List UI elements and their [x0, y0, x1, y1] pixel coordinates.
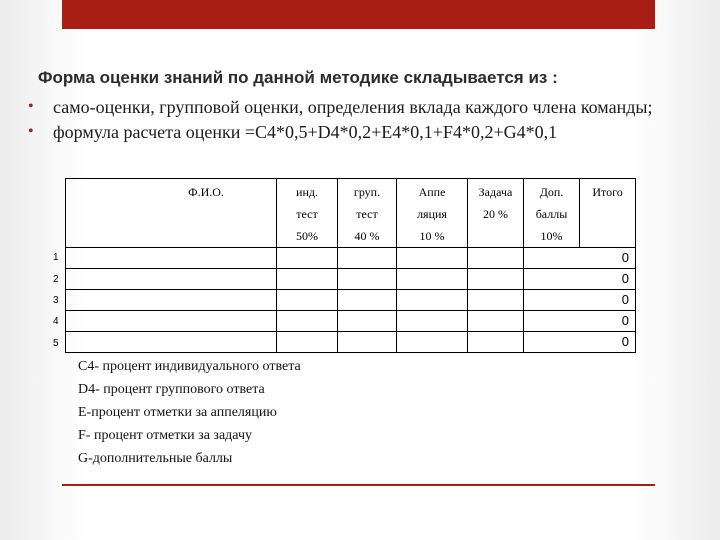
- row-number: 1: [53, 252, 59, 263]
- cell-total: 0: [524, 311, 636, 332]
- row-number: 2: [53, 274, 59, 285]
- cell-fio[interactable]: [66, 269, 277, 290]
- bullet-text: формула расчета оценки =C4*0,5+D4*0,2+E4*0,1+F4*0,2+G4*0,1: [53, 122, 558, 142]
- header-label: груп.: [353, 185, 381, 199]
- cell-grp[interactable]: [338, 269, 397, 290]
- cell-ind[interactable]: [277, 248, 338, 269]
- header-label: тест: [356, 207, 378, 221]
- cell-app[interactable]: [397, 332, 468, 353]
- header-label: 50%: [296, 229, 318, 243]
- bullet-item: [28, 121, 678, 143]
- cell-total: 0: [524, 248, 636, 269]
- header-label: Итого: [592, 185, 623, 199]
- cell-fio[interactable]: [66, 248, 277, 269]
- cell-task[interactable]: [468, 332, 524, 353]
- cell-grp[interactable]: [338, 290, 397, 311]
- cell-task[interactable]: [468, 290, 524, 311]
- header-fio-label: Ф.И.О.: [188, 185, 224, 199]
- cell-ind[interactable]: [277, 269, 338, 290]
- cell-total: 0: [524, 332, 636, 353]
- grade-table: [65, 178, 636, 353]
- bullet-dot-icon: •: [28, 123, 34, 140]
- table-row: [66, 290, 636, 311]
- cell-total: 0: [524, 290, 636, 311]
- table-row: [66, 248, 636, 269]
- legend-line: D4- процент группового ответа: [78, 382, 265, 397]
- slide-heading: Форма оценки знаний по данной методике складывается из :: [38, 68, 558, 87]
- bullet-item: [28, 96, 678, 118]
- header-label: 10%: [540, 229, 563, 243]
- header-label: тест: [296, 207, 318, 221]
- header-label: Доп.: [539, 185, 564, 199]
- cell-fio[interactable]: [66, 290, 277, 311]
- cell-app[interactable]: [397, 311, 468, 332]
- table-row: [66, 311, 636, 332]
- cell-app[interactable]: [397, 269, 468, 290]
- cell-task[interactable]: [468, 269, 524, 290]
- cell-grp[interactable]: [338, 311, 397, 332]
- legend-line: C4- процент индивидуального ответа: [78, 359, 301, 374]
- cell-grp[interactable]: [338, 332, 397, 353]
- top-accent-bar: [62, 0, 655, 29]
- table-header-row: [66, 179, 636, 248]
- header-extra-points: [524, 179, 580, 248]
- legend-line: G-дополнительные баллы: [78, 451, 233, 466]
- header-task: [468, 179, 524, 248]
- cell-fio[interactable]: [66, 332, 277, 353]
- table-row: [66, 332, 636, 353]
- cell-task[interactable]: [468, 311, 524, 332]
- legend-line: E-процент отметки за аппеляцию: [78, 405, 277, 420]
- formula-legend: [78, 355, 301, 470]
- header-label: инд.: [296, 185, 318, 199]
- header-label: баллы: [535, 207, 568, 221]
- legend-line: F- процент отметки за задачу: [78, 428, 252, 443]
- header-label: Задача: [478, 185, 513, 199]
- row-number: 3: [53, 295, 59, 306]
- header-label: 20 %: [483, 207, 508, 221]
- cell-app[interactable]: [397, 290, 468, 311]
- header-appeal: [397, 179, 468, 248]
- cell-task[interactable]: [468, 248, 524, 269]
- row-number: 5: [53, 338, 59, 349]
- header-grp-test: [338, 179, 397, 248]
- bullet-list: [28, 96, 678, 146]
- header-label: 40 %: [354, 229, 380, 243]
- cell-ind[interactable]: [277, 290, 338, 311]
- cell-fio[interactable]: [66, 311, 277, 332]
- header-label: 10 %: [419, 229, 445, 243]
- header-label: ляция: [417, 207, 447, 221]
- bullet-text: само-оценки, групповой оценки, определения вклада каждого члена команды;: [53, 97, 653, 117]
- row-number: 4: [53, 316, 59, 327]
- cell-grp[interactable]: [338, 248, 397, 269]
- cell-app[interactable]: [397, 248, 468, 269]
- header-label: Аппе: [418, 185, 446, 199]
- cell-ind[interactable]: [277, 311, 338, 332]
- cell-ind[interactable]: [277, 332, 338, 353]
- cell-total: 0: [524, 269, 636, 290]
- bottom-accent-rule: [62, 484, 655, 486]
- header-fio: [66, 179, 277, 248]
- bullet-dot-icon: •: [28, 98, 34, 115]
- header-total: [580, 179, 636, 248]
- table-row: [66, 269, 636, 290]
- header-ind-test: [277, 179, 338, 248]
